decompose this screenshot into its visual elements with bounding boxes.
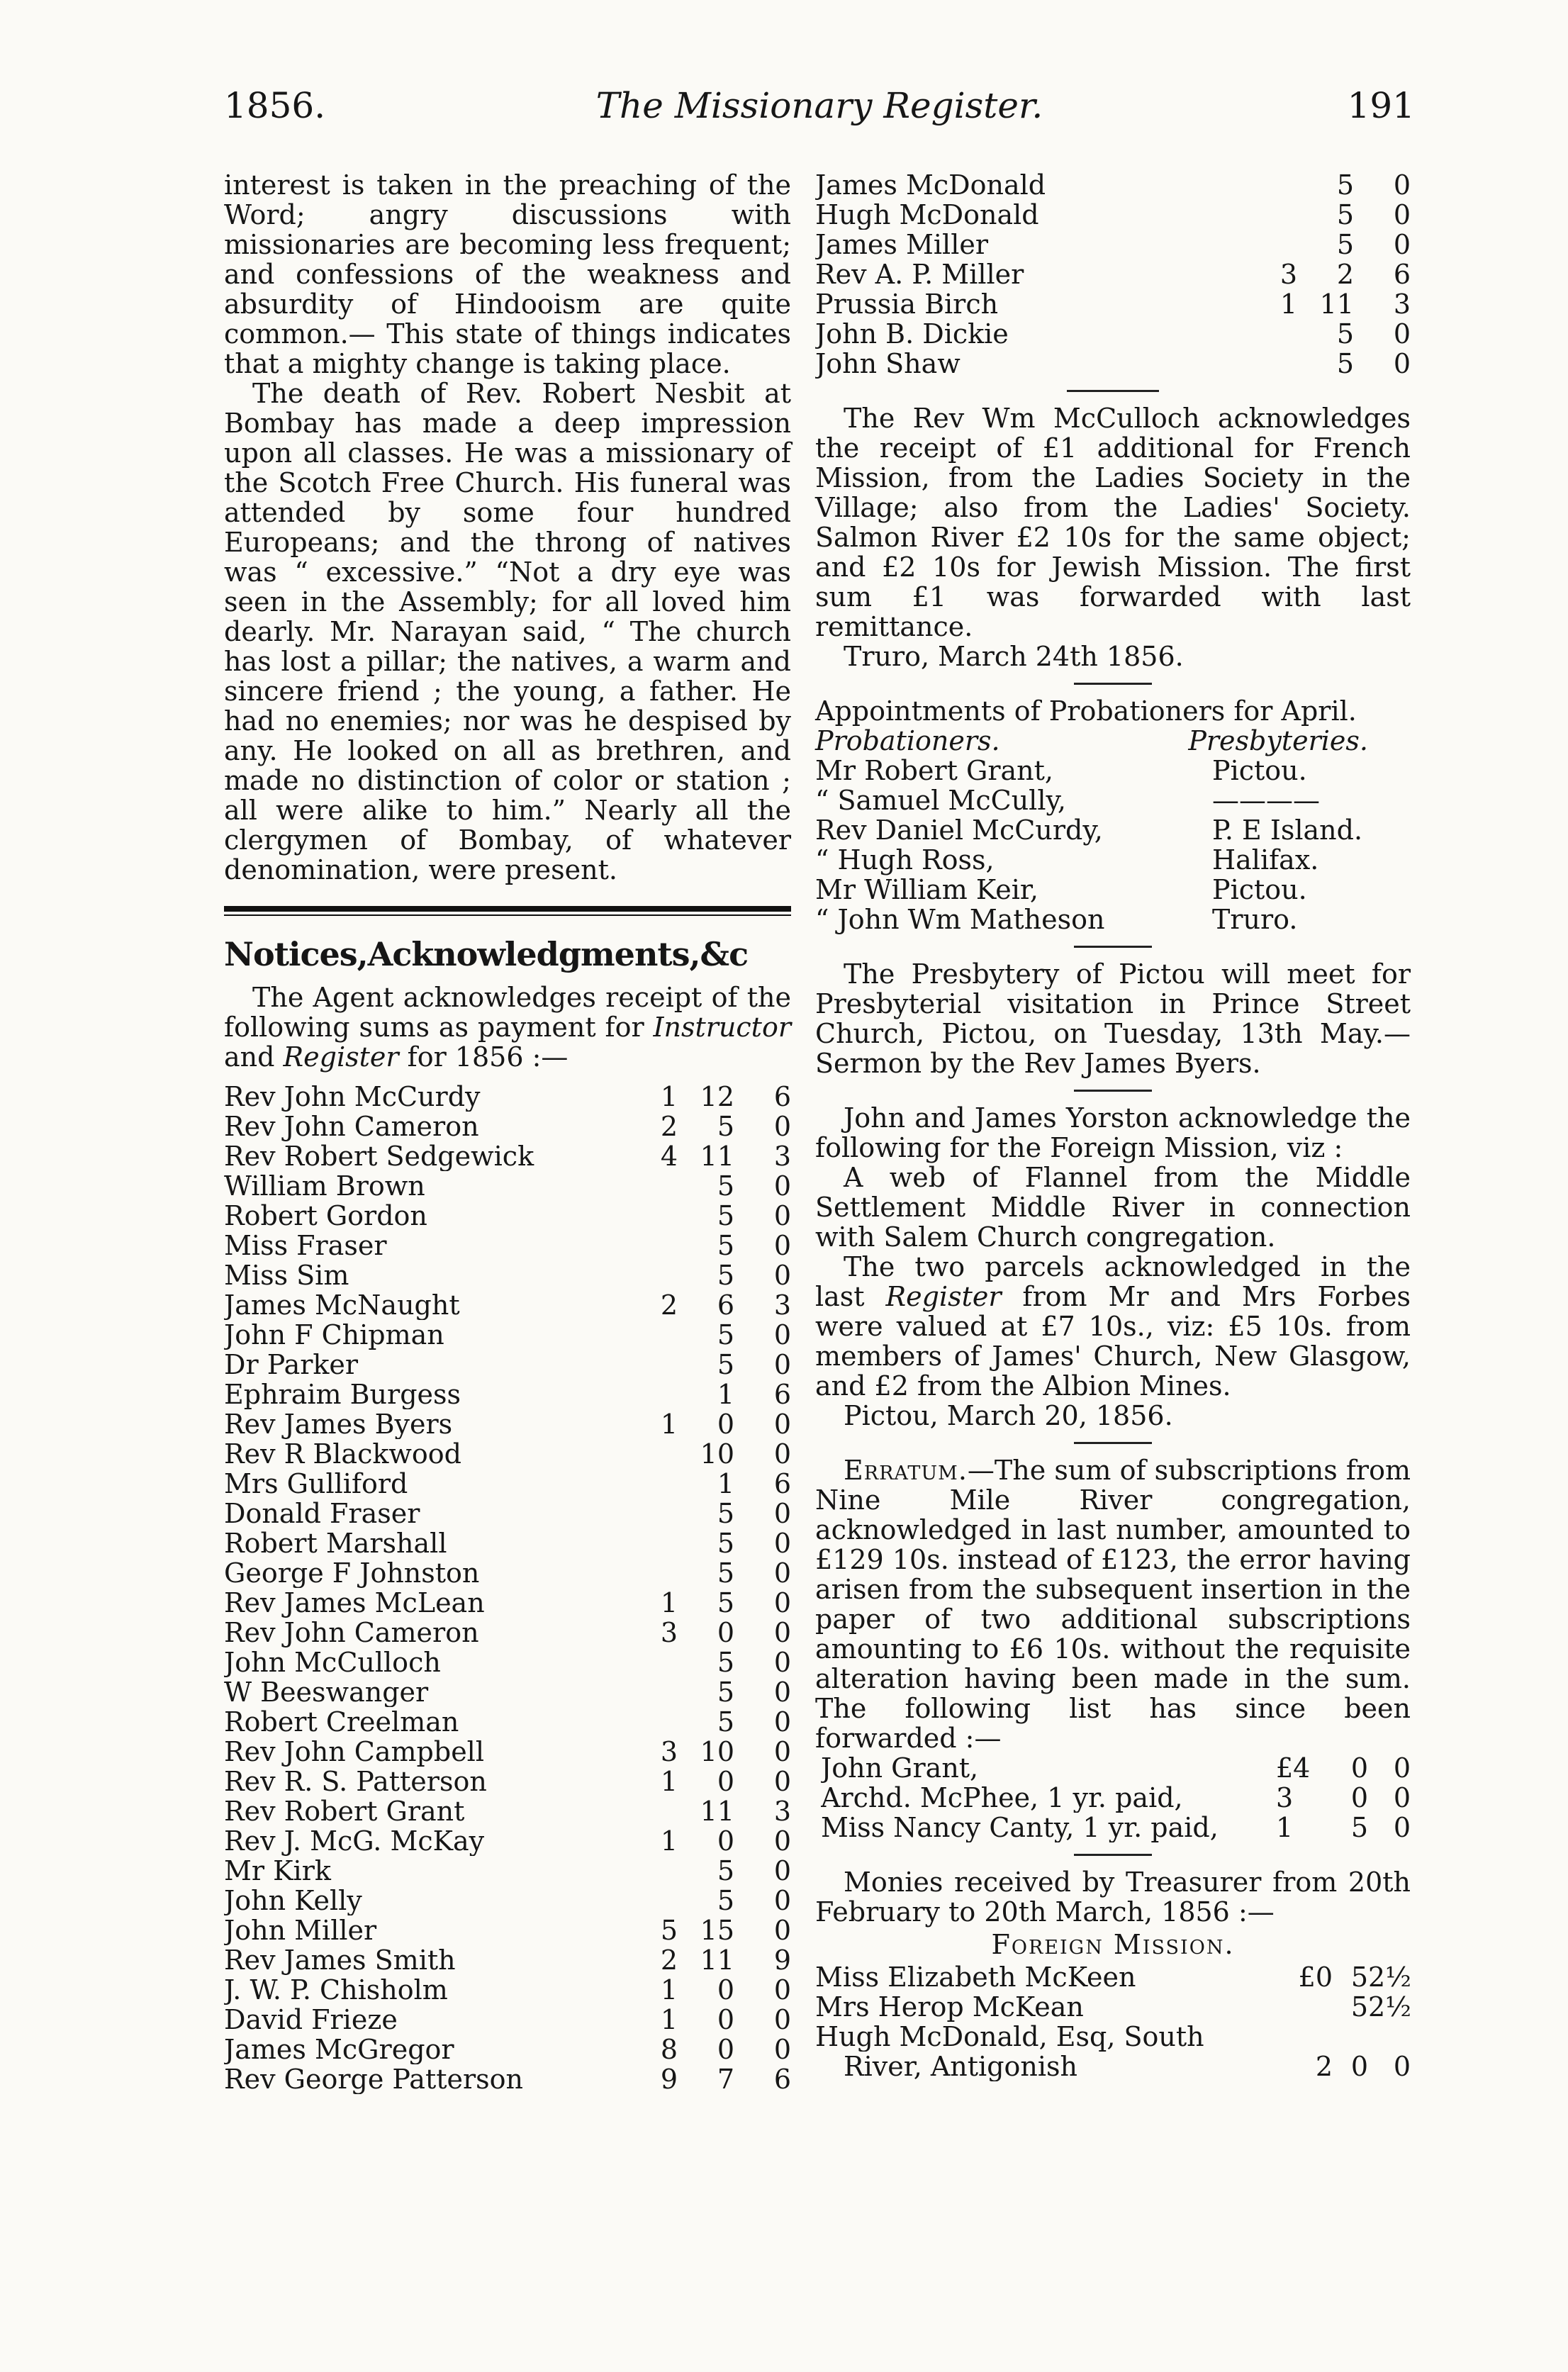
header-title: The Missionary Register. [595,85,1043,126]
appointment-row: “ Hugh Ross, Halifax. [815,844,1319,875]
appointment-row: Rev Daniel McCurdy, P. E Island. [815,815,1363,846]
subscription-row: John Kelly 5 0 [224,1885,791,1916]
subscription-row: Rev George Patterson 9 7 6 [224,2064,791,2095]
treasurer-notice: Monies received by Treasurer from 20th February to 20th March, 1856 :— [815,1867,1411,1928]
foreign-mission-heading: Foreign Mission. [991,1929,1235,1960]
subscription-row: John Miller 5 15 0 [224,1915,791,1946]
subscription-row: Rev John McCurdy 1 12 6 [224,1081,791,1112]
subscription-row: Rev John Cameron 2 5 0 [224,1111,791,1142]
presbyteries-header: Presbyteries. [1188,725,1368,756]
subscription-row: Rev James McLean 1 5 0 [224,1587,791,1618]
subscription-row: James McDonald 5 0 [815,169,1411,201]
running-header [224,85,1415,136]
subscription-row: Mr Kirk 5 0 [224,1855,791,1886]
subscription-row: Robert Marshall 5 0 [224,1528,791,1559]
erratum-label: Erratum. [844,1455,968,1486]
subscription-row: Rev James Byers 1 0 0 [224,1409,791,1440]
probationers-header: Probationers. [815,725,1000,756]
subscription-row: James Miller 5 0 [815,229,1411,260]
subscription-row: Robert Gordon 5 0 [224,1200,791,1231]
subscription-row: John McCulloch 5 0 [224,1647,791,1678]
mcculloch-notice: The Rev Wm McCulloch acknowledges the receipt of £1 additional for French Mission, from the Ladies Society in the Village; also from the Ladies' Society. Salmon River £2 10s for the same object; and £2 10s for Jewish Mission. The first sum £1 was forwarded with last remittance. [815,403,1411,642]
parcels-item: The two parcels acknowledged in the last Register from Mr and Mrs Forbes were valued at £7 10s., viz: £5 10s. from members of James' Church, New Glasgow, and £2 from the Albion Mines. [815,1251,1411,1402]
appointment-row: “ John Wm Matheson Truro. [815,904,1298,935]
divider [1074,946,1152,948]
appointments-title: Appointments of Probationers for April. [815,695,1357,727]
nine-mile-list [815,1753,1411,1842]
nine-mile-row: John Grant, £4 0 0 [821,1752,1411,1784]
subscription-row: William Brown 5 0 [224,1170,791,1202]
subscription-row: Miss Fraser 5 0 [224,1230,791,1261]
foreign-mission-row: Mrs Herop McKean 5 2½ [815,1991,1412,2023]
subscription-row: James McGregor 8 0 0 [224,2034,791,2065]
divider [1074,1854,1152,1856]
divider [1074,1442,1152,1444]
subscription-row: Rev John Cameron 3 0 0 [224,1617,791,1648]
appointment-row: “ Samuel McCully, ———— [815,785,1320,816]
subscription-row: Robert Creelman 5 0 [224,1706,791,1738]
subscription-row: Rev A. P. Miller 3 2 6 [815,259,1411,290]
nine-mile-row: Miss Nancy Canty, 1 yr. paid, 1 5 0 [821,1812,1411,1843]
subscription-row: Rev R. S. Patterson 1 0 0 [224,1766,791,1797]
subscription-row: John F Chipman 5 0 [224,1319,791,1350]
foreign-mission-row: Miss Elizabeth McKeen £0 5 2½ [815,1962,1412,1993]
subscription-row: George F Johnston 5 0 [224,1557,791,1589]
mcculloch-dateline: Truro, March 24th 1856. [844,641,1184,672]
erratum-notice: Erratum.—The sum of subscriptions from Nine Mile River congregation, acknowledged in last number, amounted to £129 10s. instead of £123, the error having arisen from the subsequent insertion in the paper of two additional subscriptions amounting to £6 10s. without the requisite alteration having been made in the sum. The following list has since been forwarded :— [815,1455,1411,1754]
subscription-row: John B. Dickie 5 0 [815,318,1411,349]
subscription-list-continued [815,170,1411,379]
subscription-row: Ephraim Burgess 1 6 [224,1379,791,1410]
appointment-row: Mr Robert Grant, Pictou. [815,755,1307,786]
hindooism-paragraph: interest is taken in the preaching of the Word; angry discussions with missionaries are becoming less frequent; and confessions of the weakness and absurdity of Hindooism are quite common.— This state of things indicates that a mighty change is taking place. [224,169,791,379]
subscription-row: Donald Fraser 5 0 [224,1498,791,1529]
subscription-row: James McNaught 2 6 3 [224,1290,791,1321]
header-page-number: 191 [1347,85,1415,126]
notices-heading: Notices,Acknowledgments,&c [224,935,749,973]
left-column [224,170,791,2094]
subscription-row: John Shaw 5 0 [815,348,1411,379]
foreign-mission-last-entry: Hugh McDonald, Esq, South River, Antigonish 2 0 0 [815,2022,1411,2082]
section-rule-thin [224,914,791,916]
subscription-row: David Frieze 1 0 0 [224,2004,791,2035]
nine-mile-row: Archd. McPhee, 1 yr. paid, 3 0 0 [821,1782,1411,1813]
subscription-row: Hugh McDonald 5 0 [815,199,1411,230]
right-column [815,170,1411,2081]
subscription-row: Rev J. McG. McKay 1 0 0 [224,1825,791,1857]
appointments-column-headers [815,726,1411,756]
pictou-dateline: Pictou, March 20, 1856. [844,1400,1173,1431]
subscription-list [224,1082,791,2094]
agent-intro: The Agent acknowledges receipt of the following sums as payment for Instructor and Register for 1856 :— [224,982,791,1073]
divider [1074,683,1152,685]
subscription-row: Rev Robert Grant 11 3 [224,1796,791,1827]
subscription-row: J. W. P. Chisholm 1 0 0 [224,1974,791,2005]
subscription-row: Dr Parker 5 0 [224,1349,791,1380]
foreign-mission-list [815,1962,1411,2022]
subscription-row: Rev John Campbell 3 10 0 [224,1736,791,1767]
subscription-row: Miss Sim 5 0 [224,1260,791,1291]
subscription-row: Rev James Smith 2 11 9 [224,1945,791,1976]
subscription-row: Mrs Gulliford 1 6 [224,1468,791,1499]
nesbit-paragraph: The death of Rev. Robert Nesbit at Bombay has made a deep impression upon all classes. He was a missionary of the Scotch Free Church. His funeral was attended by some four hundred Europeans; and the throng of natives was “ excessive.” “Not a dry eye was seen in the Assembly; for all loved him dearly. Mr. Narayan said, “ The church has lost a pillar; the natives, a warm and sincere friend ; the young, a father. He had no enemies; nor was he despised by any. He looked on all as brethren, and made no distinction of color or station ; all were alike to him.” Nearly all the clergymen of Bombay, of whatever denomination, were present. [224,378,791,885]
appointments-list [815,756,1411,934]
section-rule-thick [224,906,791,912]
subscription-row: W Beeswanger 5 0 [224,1677,791,1708]
divider [1074,1090,1152,1092]
yorston-notice: John and James Yorston acknowledge the following for the Foreign Mission, viz : [815,1102,1411,1163]
subscription-row: Rev Robert Sedgewick 4 11 3 [224,1141,791,1172]
subscription-row: Rev R Blackwood 10 0 [224,1438,791,1470]
subscription-row: Prussia Birch 1 11 3 [815,289,1411,320]
divider [1067,390,1159,392]
appointment-row: Mr William Keir, Pictou. [815,874,1307,905]
header-year: 1856. [224,85,326,126]
presbytery-notice: The Presbytery of Pictou will meet for Presbyterial visitation in Prince Street Church, Pictou, on Tuesday, 13th May.— Sermon by the Rev James Byers. [815,958,1411,1079]
flannel-item: A web of Flannel from the Middle Settlement Middle River in connection with Salem Church congregation. [815,1162,1411,1253]
